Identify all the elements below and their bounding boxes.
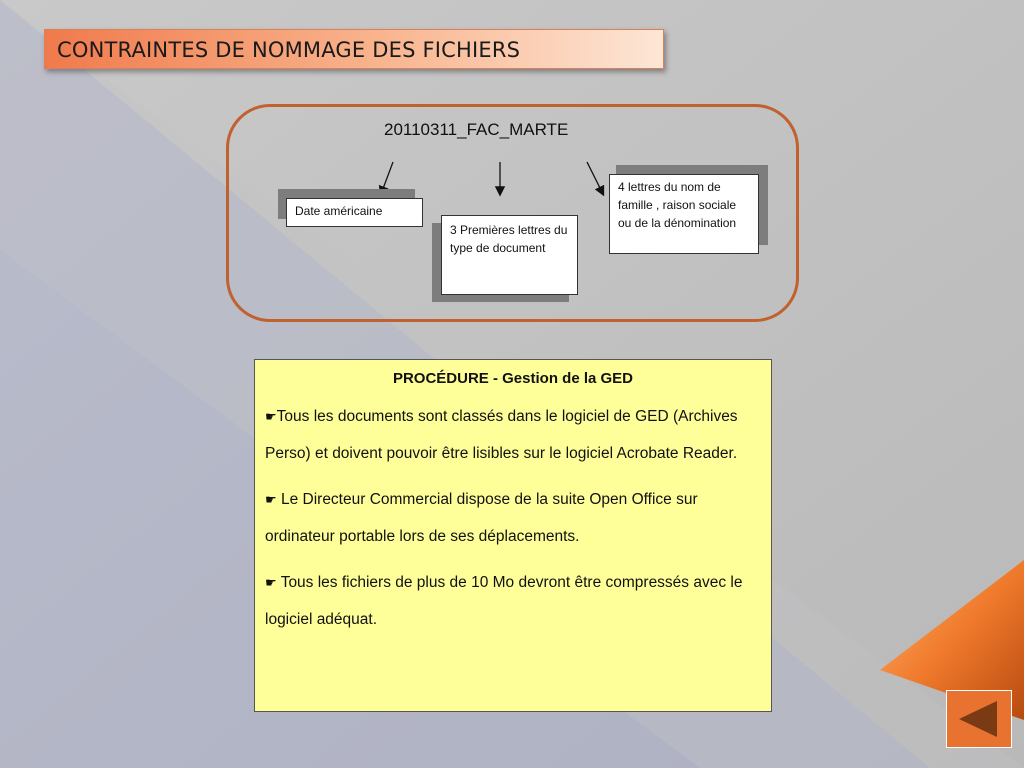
file-name-example: 20110311_FAC_MARTE (384, 120, 569, 139)
procedure-item (265, 565, 761, 638)
pointing-hand-icon: ☛ (265, 576, 277, 591)
pointing-hand-icon: ☛ (265, 493, 277, 508)
slide-title: CONTRAINTES DE NOMMAGE DES FICHIERS (57, 38, 521, 62)
procedure-item (265, 399, 761, 472)
back-button[interactable] (946, 690, 1012, 748)
title-banner (44, 29, 664, 69)
procedure-item (265, 482, 761, 555)
type-label: 3 Premières lettres du type de document (441, 215, 578, 295)
procedure-title: PROCÉDURE - Gestion de la GED (392, 370, 634, 387)
date-label: Date américaine (286, 198, 423, 227)
procedure-item-text: Tous les documents sont classés dans le logiciel de GED (Archives Perso) et doivent pouvoir être lisibles sur le logiciel Acrobate Reader. (265, 408, 738, 462)
name-label: 4 lettres du nom de famille , raison sociale ou de la dénomination (609, 174, 759, 254)
procedure-box (254, 359, 772, 712)
pointing-hand-icon: ☛ (265, 410, 277, 425)
back-arrow-icon (947, 691, 1011, 747)
procedure-item-text: Le Directeur Commercial dispose de la suite Open Office sur ordinateur portable lors de ses déplacements. (265, 491, 698, 545)
procedure-item-text: Tous les fichiers de plus de 10 Mo devront être compressés avec le logiciel adéquat. (265, 574, 743, 628)
